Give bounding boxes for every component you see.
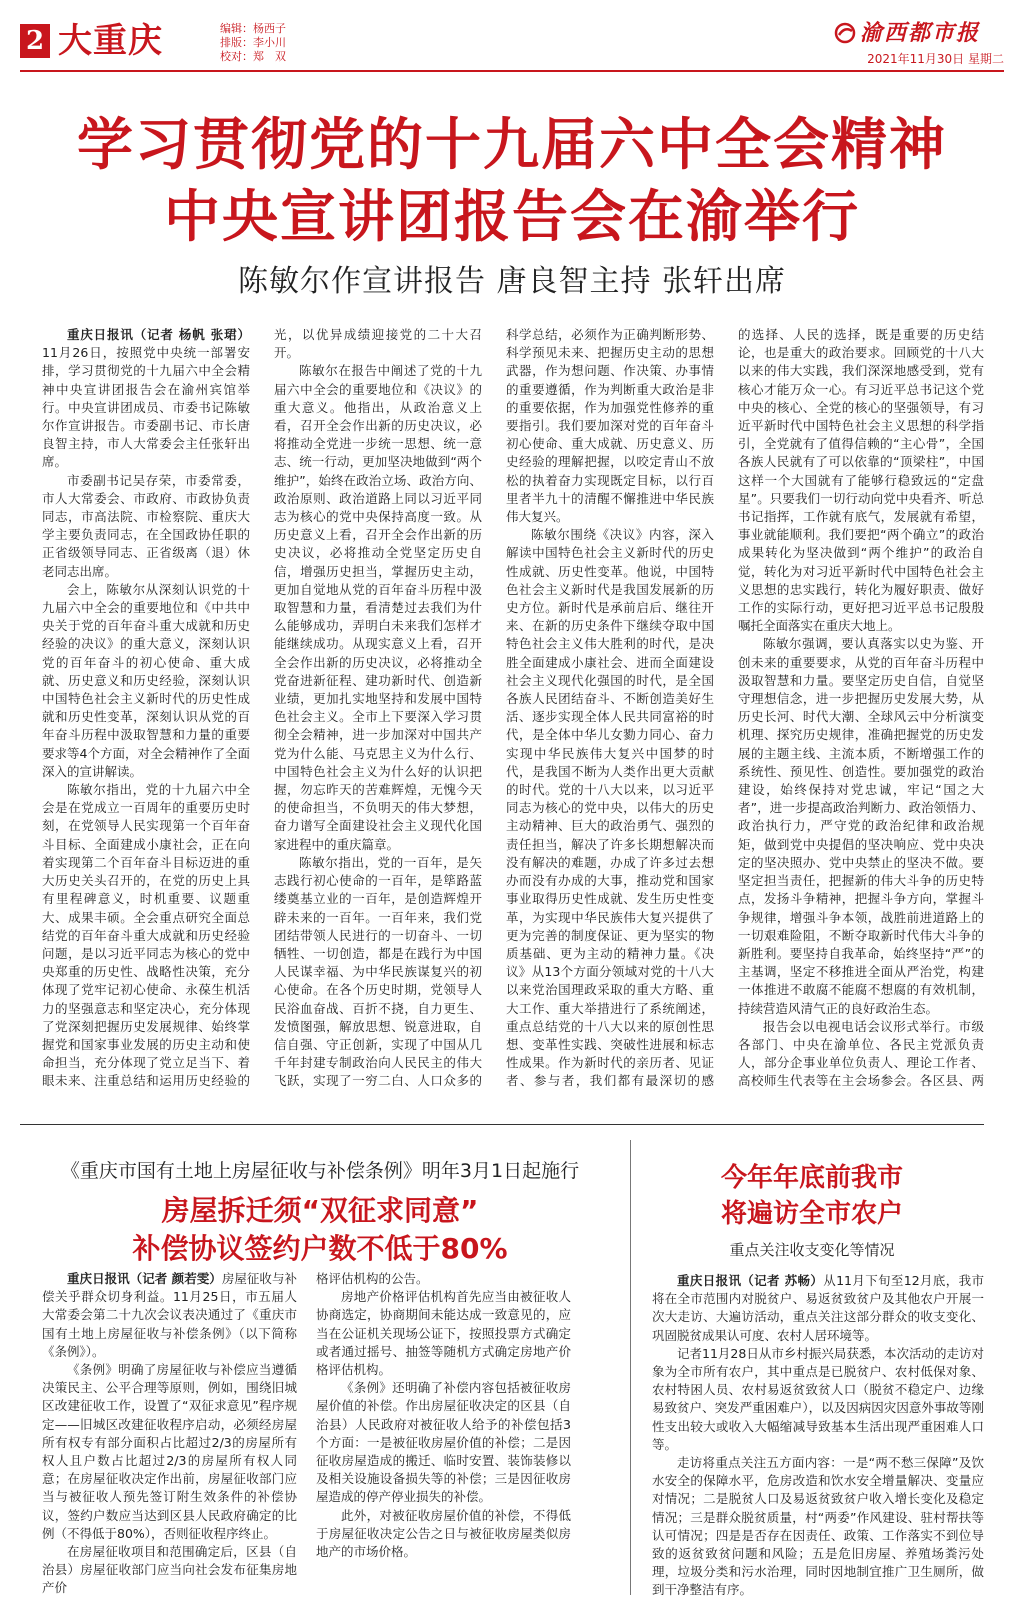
housing-kicker: 《重庆市国有土地上房屋征收与补偿条例》明年3月1日起施行 [60, 1160, 580, 1182]
housing-headline-line: 补偿协议签约户数不低于80% [132, 1232, 508, 1265]
paragraph [652, 1345, 984, 1454]
farmers-column [652, 1272, 984, 1598]
byline: 重庆日报讯（记者 杨帆 张珺） [67, 327, 250, 342]
paragraph-text: 房地产价格评估机构首先应当由被征收人协商选定，协商期间未能达成一致意见的，应当在公证机关现场公证下，按照投票方式确定或者通过摇号、抽签等随机方式确定房地产价格评估机构。 [316, 1289, 571, 1378]
paragraph [42, 1543, 297, 1598]
byline: 重庆日报讯（记者 苏畅） [677, 1273, 824, 1288]
issue-date: 2021年11月30日 星期二 [867, 52, 1004, 66]
paragraph-text: 从11月下旬至12月底，我市将在全市范围内对脱贫户、易返贫致贫户及其他农户开展一次大走访、大遍访活动，重点关注这部分群众的收支变化、巩固脱贫成果认可度、农村人居环境等。 [652, 1273, 984, 1343]
paragraph [42, 1270, 297, 1361]
editor-credit: 编辑：杨西子 [220, 22, 286, 35]
paragraph-text: 《条例》还明确了补偿内容包括被征收房屋价值的补偿。作出房屋征收决定的区县（自治县）人民政府对被征收人给予的补偿包括3个方面：一是被征收房屋价值的补偿；二是因征收房屋造成的搬迁、临时安置、装饰装修以及相关设施设备损失等的补偿；三是因征收房屋造成的停产停业损失的补偿。 [316, 1380, 571, 1505]
paragraph-text: 《条例》明确了房屋征收与补偿应当遵循决策民主、公平合理等原则，例如，围绕旧城区改建征收工作，设置了“双征求意见”程序规定——旧城区改建征收程序启动，必须经房屋所有权专有部分面积占比超过2/3的房屋所有权人且户数占比超过2/3的房屋所有权人同意；在房屋征收决定作出前，房屋征收部门应当与被征收人预先签订附生效条件的补偿协议，签约户数应当达到区县人民政府确定的比例（不得低于80%），否则征收程序终止。 [42, 1362, 297, 1541]
paragraph-text: 光，以优异成绩迎接党的二十大召开。 [274, 327, 482, 361]
housing-headline [20, 1192, 620, 1268]
lead-column-2 [274, 326, 482, 1088]
paragraph-text: 科学总结，必须作为正确判断形势、科学预见未来、把握历史主动的思想武器，作为想问题、作决策、办事情的重要遵循，作为判断重大政治是非的重要依据，作为加强党性修养的重要指引。我们要加深对党的百年奋斗初心使命、重大成就、历史意义、历史经验的理解把握，以咬定青山不放松的执着奋力实现既定目标，以行百里者半九十的清醒不懈推进中华民族伟大复兴。 [506, 327, 714, 525]
paragraph-text: 格评估机构的公告。 [316, 1271, 429, 1286]
farmers-headline-line: 将遍访全市农户 [720, 1199, 903, 1229]
lead-column-4 [738, 326, 984, 1088]
paragraph [42, 1361, 297, 1543]
newspaper-name: 渝西都市报 [860, 20, 981, 46]
logo-swirl-icon [834, 22, 856, 44]
paragraph [316, 1270, 571, 1288]
layout-credit: 排版：李小川 [220, 36, 286, 49]
paragraph-text: 报告会以电视电话会议形式举行。市级各部门、中央在渝单位、各民主党派负责人，部分企事业单位负责人、理论工作者、高校师生代表等在主会场参会。各区县、两 [738, 1018, 984, 1088]
lead-column-1 [42, 326, 250, 1088]
paragraph-text: 记者11月28日从市乡村振兴局获悉，本次活动的走访对象为全市所有农户，其中重点是已脱贫户、农村低保对象、农村特困人员、农村易返贫致贫人口（脱贫不稳定户、边缘易致贫户、突发严重困难户），以及因病因灾因意外事故等刚性支出较大或收入大幅缩减导致基本生活出现严重困难人口等。 [652, 1345, 984, 1452]
paragraph-text: 陈敏尔指出，党的十九届六中全会是在党成立一百周年的重要历史时刻，在党领导人民实现第一个百年奋斗目标、全面建成小康社会，正在向着实现第二个百年奋斗目标迈进的重大历史关头召开的，在党的历史上具有里程碑意义，时机重要、议题重大、成果丰硕。全会重点研究全面总结党的百年奋斗重大成就和历史经验问题，是以习近平同志为核心的党中央郑重的历史性、战略性决策，充分体现了党牢记初心使命、永葆生机活力的坚强意志和坚定决心，充分体现了党深刻把握历史发展规律、始终掌握党和国家事业发展的历史主动和使命担当，充分体现了党立足当下、着眼未来、注重总结和运用历史经验的 [42, 782, 250, 1088]
column-divider [630, 1140, 631, 1595]
paragraph [738, 1018, 984, 1088]
paragraph-text: 此外，对被征收房屋价值的补偿，不得低于房屋征收决定公告之日与被征收房屋类似房地产的市场价格。 [316, 1507, 571, 1560]
paragraph [274, 362, 482, 853]
paragraph [42, 781, 250, 1088]
paragraph [42, 326, 250, 472]
housing-column-2 [316, 1270, 571, 1598]
housing-headline-line: 房屋拆迁须“双征求同意” [161, 1194, 479, 1227]
lead-headline-line: 中央宣讲团报告会在渝举行 [164, 185, 860, 250]
paragraph [316, 1288, 571, 1379]
paragraph [274, 854, 482, 1088]
paragraph [738, 635, 984, 1017]
lead-headline [0, 110, 1024, 254]
lead-subheadline: 陈敏尔作宣讲报告 唐良智主持 张轩出席 [237, 264, 787, 299]
paragraph-text: 的选择、人民的选择，既是重要的历史结论，也是重大的政治要求。回顾党的十八大以来的伟大实践，我们深深地感受到，党有核心才能万众一心。有习近平总书记这个党中央的核心、全党的核心的坚强领导，有习近平新时代中国特色社会主义思想的科学指引，全党就有了值得信赖的“主心骨”，全国各族人民就有了可以依靠的“顶梁柱”，中国这样一个大国就有了能够行稳致远的“定盘星”。只要我们一切行动向党中央看齐、听总书记指挥，工作就有底气，发展就有希望，事业就能顺利。我们要把“两个确立”的政治成果转化为坚决做到“两个维护”的政治自觉，转化为对习近平新时代中国特色社会主义思想的忠实践行，转化为履好职责、做好工作的实际行动，更好把习近平总书记殷殷嘱托全面落实在重庆大地上。 [738, 327, 984, 634]
paragraph [316, 1507, 571, 1562]
paragraph-text: 在房屋征收项目和范围确定后，区县（自治县）房屋征收部门应当向社会发布征集房地产价 [42, 1544, 297, 1596]
paragraph [506, 526, 714, 1088]
section-name: 大重庆 [58, 21, 163, 61]
housing-column-1 [42, 1270, 297, 1598]
paragraph [506, 326, 714, 526]
masthead-rule [20, 70, 1004, 72]
paragraph [652, 1454, 984, 1598]
proofreader-credit: 校对：郑 双 [220, 50, 286, 63]
paragraph-text: 陈敏尔指出，党的一百年，是矢志践行初心使命的一百年，是筚路蓝缕奠基立业的一百年，是创造辉煌开辟未来的一百年。一百年来，我们党团结带领人民进行的一切奋斗、一切牺牲、一切创造，都是在践行为中国人民谋幸福、为中华民族谋复兴的初心使命。在各个历史时期，党领导人民浴血奋战、百折不挠，自力更生、发愤图强，解放思想、锐意进取，自信自强、守正创新，实现了中国从几千年封建专制政治向人民民主的伟大飞跃，实现了一穷二白、人口众多的 [274, 854, 482, 1088]
paragraph-text: 陈敏尔在报告中阐述了党的十九届六中全会的重要地位和《决议》的重大意义。他指出，从政治意义上看，召开全会作出新的历史决议，必将推动全党进一步统一思想、统一意志、统一行动，更加坚决地做到“两个维护”，始终在政治立场、政治方向、政治原则、政治道路上同以习近平同志为核心的党中央保持高度一致。从历史意义上看，召开全会作出新的历史决议，必将推动全党坚定历史自信，增强历史担当，掌握历史主动，更加自觉地从党的百年奋斗历程中汲取智慧和力量，看清楚过去我们为什么能够成功，弄明白未来我们怎样才能继续成功。从现实意义上看，召开全会作出新的历史决议，必将推动全党奋进新征程、建功新时代、创造新业绩，更加扎实地坚持和发展中国特色社会主义。全市上下要深入学习贯彻全会精神，进一步加深对中国共产党为什么能、马克思主义为什么行、中国特色社会主义为什么好的认识把握，勿忘昨天的苦难辉煌，无愧今天的使命担当，不负明天的伟大梦想，奋力谱写全面建设社会主义现代化国家进程中的重庆篇章。 [274, 363, 482, 852]
lead-column-3 [506, 326, 714, 1088]
newspaper-logo [834, 20, 1004, 46]
masthead [20, 20, 1004, 66]
paragraph-text: 房屋征收与补偿关乎群众切身利益。11月25日，市五届人大常委会第二十九次会议表决通过了《重庆市国有土地上房屋征收与补偿条例》（以下简称《条例》）。 [42, 1271, 297, 1359]
farmers-subtitle: 重点关注收支变化等情况 [729, 1241, 895, 1259]
paragraph-text: 陈敏尔强调，要认真落实以史为鉴、开创未来的重要要求，从党的百年奋斗历程中汲取智慧和力量。要坚定历史自信，自觉坚守理想信念，进一步把握历史发展大势，从历史长河、时代大潮、全球风云中分析演变机理、探究历史规律，准确把握党的历史发展的主题主线、主流本质，不断增强工作的系统性、预见性、创造性。要加强党的政治建设，始终保持对党忠诚，牢记“国之大者”，进一步提高政治判断力、政治领悟力、政治执行力，严守党的政治纪律和政治规矩，做到党中央提倡的坚决响应、党中央决定的坚决照办、党中央禁止的坚决不做。要坚定担当责任，把握新的伟大斗争的历史特点，发扬斗争精神，把握斗争方向，掌握斗争规律，增强斗争本领，战胜前进道路上的一切艰难险阻，不断夺取新时代伟大斗争的新胜利。要坚持自我革命，始终坚持“严”的主基调，坚定不移推进全面从严治党，构建一体推进不敢腐不能腐不想腐的有效机制，持续营造风清气正的良好政治生态。 [738, 636, 984, 1016]
byline: 重庆日报讯（记者 颜若雯） [67, 1271, 222, 1286]
section-divider [20, 1124, 984, 1125]
paragraph [274, 326, 482, 362]
paragraph [42, 472, 250, 581]
paragraph [42, 581, 250, 781]
farmers-headline-line: 今年年底前我市 [720, 1163, 903, 1193]
paragraph-text: 市委副书记吴存荣，市委常委，市人大常委会、市政府、市政协负责同志，市高法院、市检察院、重庆大学主要负责同志，在全国政协任职的正省级领导同志、正省级离（退）休老同志出席。 [42, 472, 250, 579]
paragraph [316, 1379, 571, 1506]
paragraph-text: 11月26日，按照党中央统一部署安排，学习贯彻党的十九届六中全会精神中央宣讲团报告会在渝州宾馆举行。中央宣讲团成员、市委书记陈敏尔作宣讲报告。市委副书记、市长唐良智主持，市人大常委会主任张轩出席。 [42, 345, 250, 470]
paragraph-text: 走访将重点关注五方面内容：一是“两不愁三保障”及饮水安全的保障水平，危房改造和饮水安全增量解决、变量应对情况；二是脱贫人口及易返贫致贫户收入增长变化及稳定情况；三是群众脱贫质量，村“两委”作风建设、驻村帮扶等认可情况；四是是否存在因责任、政策、工作落实不到位导致的返贫致贫问题和风险；五是危旧房屋、养殖场粪污处理，垃圾分类和污水治理，同时因地制宜推广卫生厕所，做到干净整洁有序。 [652, 1455, 984, 1598]
lead-headline-line: 学习贯彻党的十九届六中全会精神 [77, 113, 947, 178]
page-number: 2 [20, 24, 50, 58]
editor-credits [220, 22, 286, 64]
paragraph [738, 326, 984, 635]
paragraph-text: 会上，陈敏尔从深刻认识党的十九届六中全会的重要地位和《中共中央关于党的百年奋斗重大成就和历史经验的决议》的重大意义，深刻认识党的百年奋斗的初心使命、重大成就、历史意义和历史经验，深刻认识中国特色社会主义新时代的历史性成就和历史性变革，深刻认识从党的百年奋斗历程中汲取智慧和力量的重要要求等4个方面，对全会精神作了全面深入的宣讲解读。 [42, 581, 250, 779]
paragraph-text: 陈敏尔围绕《决议》内容，深入解读中国特色社会主义新时代的历史性成就、历史性变革。他说，中国特色社会主义新时代是我国发展新的历史方位。新时代是承前启后、继往开来、在新的历史条件下继续夺取中国特色社会主义伟大胜利的时代，是决胜全面建成小康社会、进而全面建设社会主义现代化强国的时代，是全国各族人民团结奋斗、不断创造美好生活、逐步实现全体人民共同富裕的时代，是全体中华儿女勠力同心、奋力实现中华民族伟大复兴中国梦的时代，是我国不断为人类作出更大贡献的时代。党的十八大以来，以习近平同志为核心的党中央，以伟大的历史主动精神、巨大的政治勇气、强烈的责任担当，解决了许多长期想解决而没有解决的难题，办成了许多过去想办而没有办成的大事，推动党和国家事业取得历史性成就、发生历史性变革，为实现中华民族伟大复兴提供了更为完善的制度保证、更为坚实的物质基础、更为主动的精神力量。《决议》从13个方面分领域对党的十八大以来党治国理政采取的重大方略、重大工作、重大举措进行了系统阐述，重点总结党的十八大以来的原创性思想、变革性实践、突破性进展和标志性成果。作为新时代的亲历者、见证者、参与者，我们都有最深切的感 [506, 527, 714, 1088]
farmers-headline [640, 1160, 984, 1232]
paragraph [652, 1272, 984, 1345]
